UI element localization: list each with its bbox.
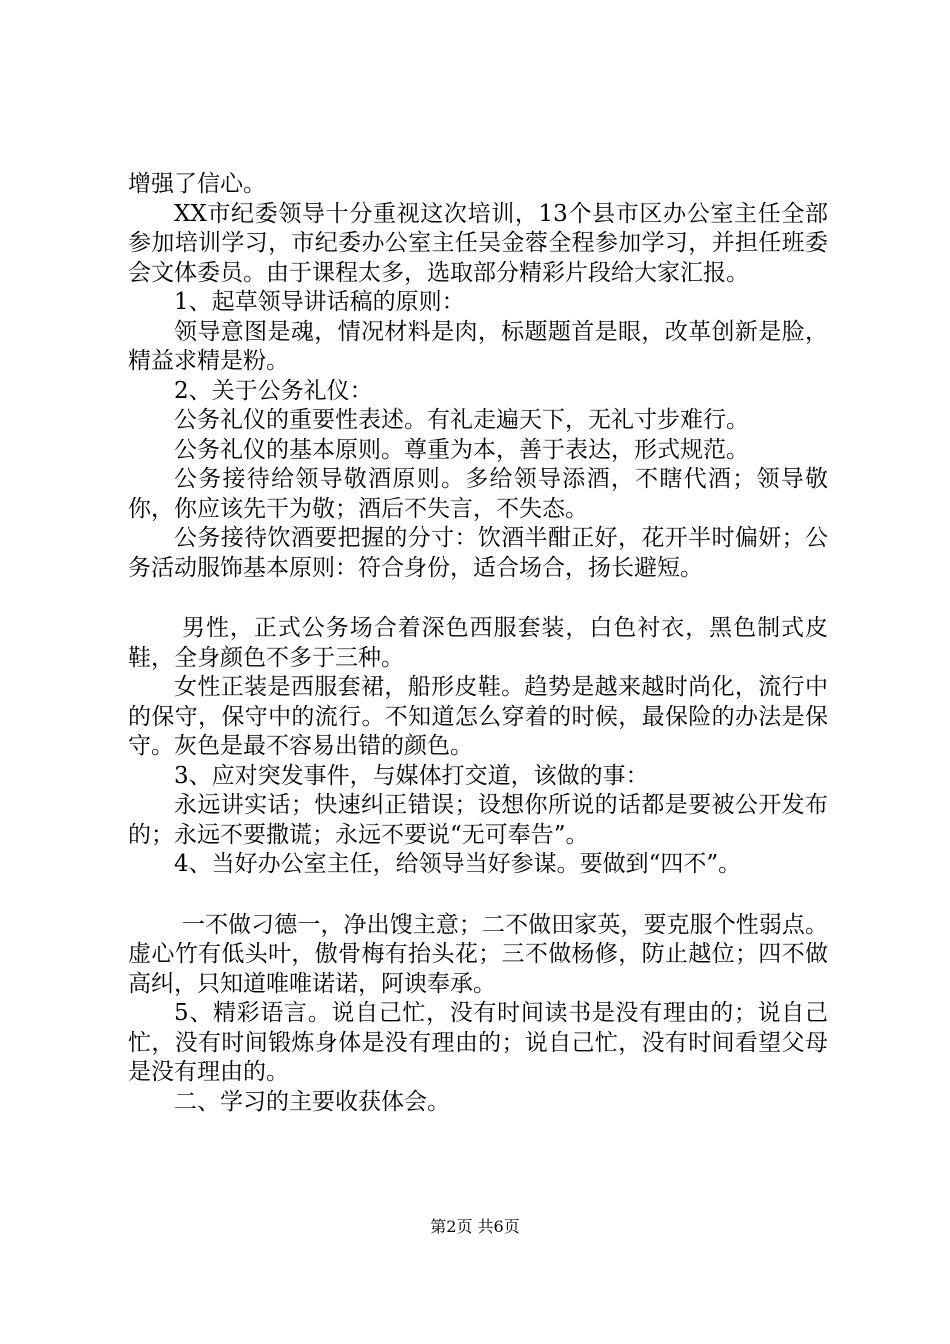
paragraph-male-dress: 男性，正式公务场合着深色西服套装，白色衬衣，黑色制式皮鞋，全身颜色不多于三种。 bbox=[128, 615, 828, 671]
page-number-footer: 第2页 共6页 bbox=[430, 1217, 520, 1236]
paragraph-speech-principles: 领导意图是魂，情况材料是肉，标题题首是眼，改革创新是脸，精益求精是粉。 bbox=[128, 318, 828, 374]
paragraph-intro: XX市纪委领导十分重视这次培训，13个县市区办公室主任全部参加培训学习，市纪委办公室主任吴金蓉全程参加学习，并担任班委会文体委员。由于课程太多，选取部分精彩片段给大家汇报。 bbox=[128, 200, 828, 286]
document-body bbox=[128, 170, 828, 1117]
paragraph-continuation: 增强了信心。 bbox=[128, 171, 266, 197]
paragraph-toast-principles: 公务接待给领导敬酒原则。多给领导添酒，不瞎代酒；领导敬你，你应该先干为敬；酒后不失言，不失态。 bbox=[128, 466, 828, 522]
heading-emergency-media: 3、应对突发事件，与媒体打交道，该做的事： bbox=[174, 762, 649, 789]
paragraph-quotes: 5、精彩语言。说自己忙，没有时间读书是没有理由的；说自己忙，没有时间锻炼身体是没有理由的；说自己忙，没有时间看望父母是没有理由的。 bbox=[128, 1000, 828, 1085]
heading-office-director: 4、当好办公室主任，给领导当好参谋。要做到“四不”。 bbox=[174, 851, 742, 877]
paragraph-gap bbox=[128, 880, 828, 911]
heading-speech-principles: 1、起草领导讲话稿的原则： bbox=[174, 289, 465, 315]
paragraph-emergency-media: 永远讲实话；快速纠正错误；设想你所说的话都是要被公开发布的；永远不要撒谎；永远不要说“无可奉告”。 bbox=[128, 792, 828, 848]
heading-main-gains: 二、学习的主要收获体会。 bbox=[174, 1088, 450, 1115]
paragraph-etiquette-importance: 公务礼仪的重要性表述。有礼走遍天下，无礼寸步难行。 bbox=[174, 407, 749, 433]
paragraph-female-dress: 女性正装是西服套裙，船形皮鞋。趋势是越来越时尚化，流行中的保守，保守中的流行。不知道怎么穿着的时候，最保险的办法是保守。灰色是最不容易出错的颜色。 bbox=[128, 674, 828, 759]
paragraph-etiquette-principles: 公务礼仪的基本原则。尊重为本，善于表达，形式规范。 bbox=[174, 436, 749, 463]
paragraph-gap bbox=[128, 583, 828, 614]
heading-etiquette: 2、关于公务礼仪： bbox=[174, 377, 373, 404]
paragraph-four-nots: 一不做刁德一，净出馊主意；二不做田家英，要克服个性弱点。虚心竹有低头叶，傲骨梅有抬头花；三不做杨修，防止越位；四不做高纠，只知道唯唯诺诺，阿谀奉承。 bbox=[128, 911, 828, 997]
paragraph-drinking-and-dress: 公务接待饮酒要把握的分寸：饮酒半酣正好，花开半时偏妍；公务活动服饰基本原则：符合身份，适合场合，扬长避短。 bbox=[128, 525, 828, 581]
